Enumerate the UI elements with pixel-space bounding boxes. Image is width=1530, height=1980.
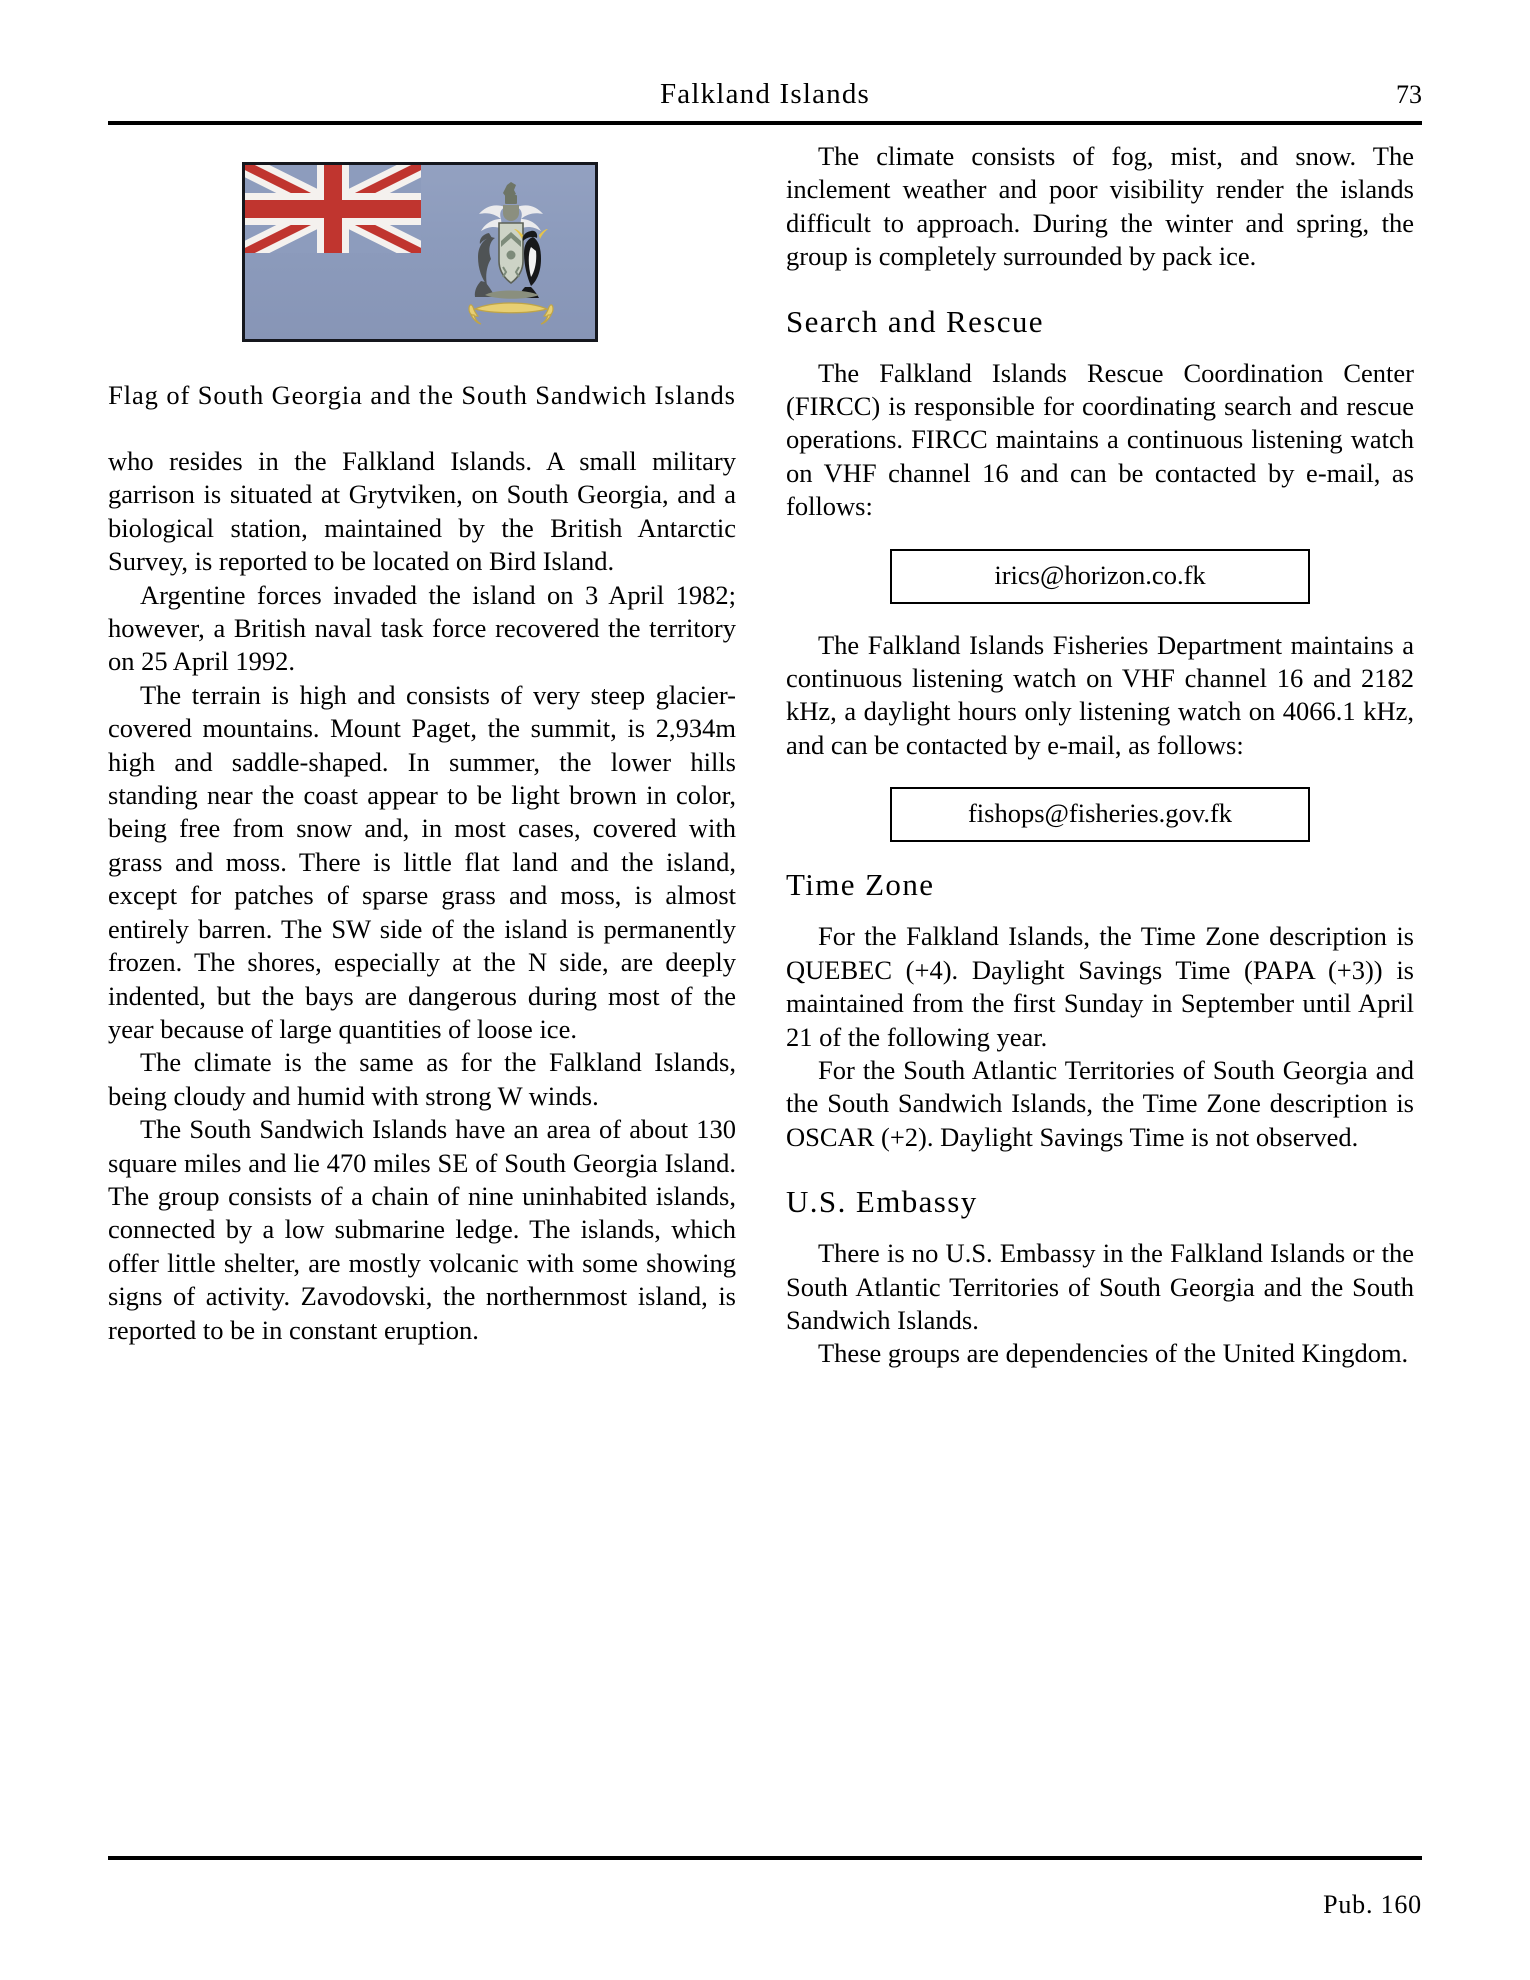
left-column: [108, 140, 736, 1347]
section-spacer: [786, 903, 1414, 920]
figure-spacer: [108, 411, 736, 445]
paragraph: The climate consists of fog, mist, and snow. The inclement weather and poor visibility render the islands difficult to approach. During the winter and spring, the group is completely surrounded by pack ice.: [786, 141, 1414, 272]
email-box-fircc[interactable]: irics@horizon.co.fk: [890, 549, 1310, 604]
section-heading-search-and-rescue: Search and Rescue: [786, 303, 1044, 339]
publication-label: Pub. 160: [1323, 1890, 1422, 1919]
figure-caption: Flag of South Georgia and the South Sandwich Islands: [108, 380, 736, 410]
union-jack-canton-icon: [245, 165, 421, 253]
section-heading-us-embassy: U.S. Embassy: [786, 1184, 978, 1220]
page-number: 73: [1396, 80, 1422, 109]
paragraph: These groups are dependencies of the United Kingdom.: [818, 1338, 1409, 1369]
paragraph: For the South Atlantic Territories of South Georgia and the South Sandwich Islands, the Time Zone description is OSCAR (+2). Daylight Savings Time is not observed.: [786, 1054, 1414, 1152]
section-spacer: [786, 1220, 1414, 1237]
paragraph: Argentine forces invaded the island on 3 April 1982; however, a British naval task force recovered the territory on 25 April 1992.: [108, 579, 736, 677]
cross-vertical-red: [324, 165, 342, 253]
flag-south-georgia-south-sandwich-islands-icon: [242, 162, 598, 342]
coat-of-arms-icon: [461, 181, 561, 331]
paragraph: The Falkland Islands Rescue Coordination Center (FIRCC) is responsible for coordinating search and rescue operations. FIRCC maintains a continuous listening watch on VHF channel 16 and can be contacted by e-mail, as follows:: [786, 357, 1414, 522]
paragraph: The South Sandwich Islands have an area of about 130 square miles and lie 470 miles SE of South Georgia Island. The group consists of a chain of nine uninhabited islands, connected by a low submarine ledge. The islands, which offer little shelter, are mostly volcanic with some showing signs of activity. Zavodovski, the northernmost island, is reported to be in constant eruption.: [108, 1114, 736, 1345]
footer-rule: [108, 1856, 1422, 1860]
flag-figure: [108, 162, 736, 445]
paragraph: The Falkland Islands Fisheries Department maintains a continuous listening watch on VHF channel 16 and 2182 kHz, a daylight hours only listening watch on 4066.1 kHz, and can be contacted by e-mail, as follows:: [786, 629, 1414, 760]
email-box-fisheries[interactable]: fishops@fisheries.gov.fk: [890, 787, 1310, 842]
paragraph: who resides in the Falkland Islands. A small military garrison is situated at Grytviken, on South Georgia, and a biological station, maintained by the British Antarctic Survey, is reported to be located on Bird Island.: [108, 446, 736, 577]
running-head: [108, 78, 1422, 114]
section-spacer: [786, 274, 1414, 304]
flag-image-wrapper: [242, 162, 602, 342]
header-rule: [108, 121, 1422, 125]
section-spacer: [786, 340, 1414, 357]
paragraph: The terrain is high and consists of very steep glacier-covered mountains. Mount Paget, the summit, is 2,934m high and saddle-shaped. In summer, the lower hills standing near the coast appear to be light brown in color, being free from snow and, in most cases, covered with grass and moss. There is little flat land and the island, except for patches of sparse grass and moss, is almost entirely barren. The SW side of the island is permanently frozen. The shores, especially at the N side, are deeply indented, but the bays are dangerous during most of the year because of large quantities of loose ice.: [108, 679, 736, 1044]
section-heading-time-zone: Time Zone: [786, 867, 935, 903]
section-spacer: [786, 1154, 1414, 1184]
paragraph: There is no U.S. Embassy in the Falkland Islands or the South Atlantic Territories of South Georgia and the South Sandwich Islands.: [786, 1238, 1414, 1335]
paragraph: For the Falkland Islands, the Time Zone description is QUEBEC (+4). Daylight Savings Time (PAPA (+3)) is maintained from the first Sunday in September until April 21 of the following year.: [786, 921, 1414, 1052]
page-title: Falkland Islands: [659, 78, 871, 110]
right-column: [786, 140, 1414, 1371]
paragraph: The climate is the same as for the Falkland Islands, being cloudy and humid with strong W winds.: [108, 1047, 736, 1111]
